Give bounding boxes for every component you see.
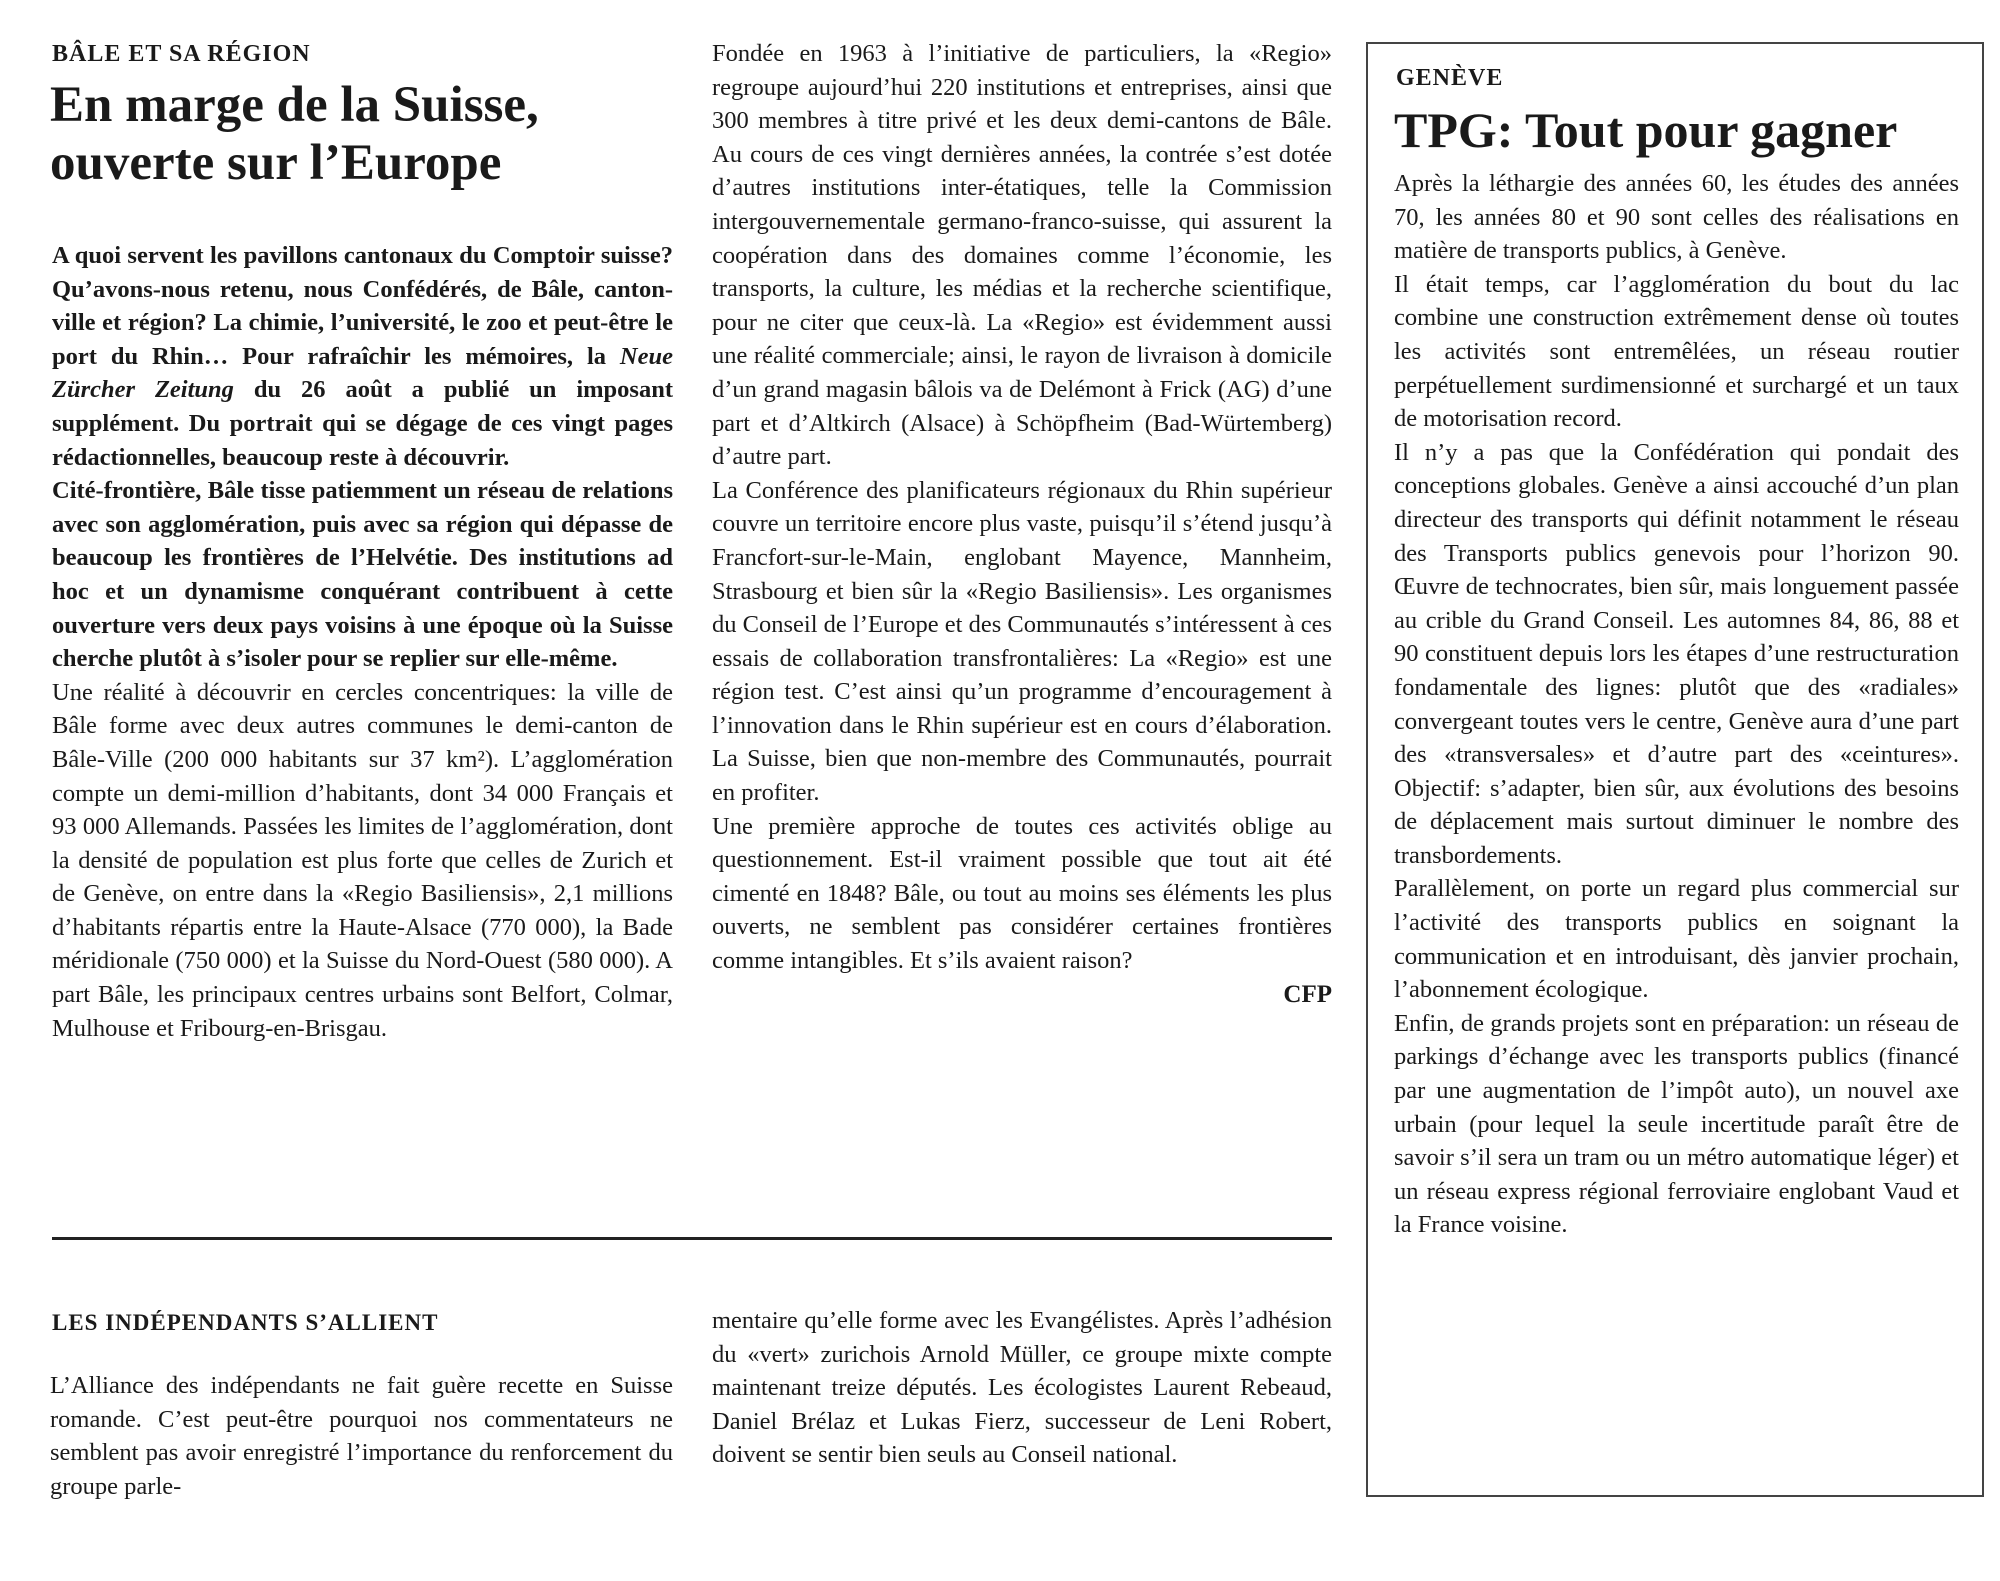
basel-signature: CFP (1283, 980, 1332, 1008)
basel-body-paragraph-1: Une réalité à découvrir en cercles concentriques: la ville de Bâle forme avec deux autres communes le demi-canton de Bâle-Ville (200 000 habitants sur 37 km²). L’agglomération compte un demi-million d’habitants, dont 34 000 Français et 93 000 Allemands. Passées les limites de l’agglomération, dont la densité de population est plus forte que celles de Zurich et de Genève, on entre dans la «Regio Basiliensis», 2,1 millions d’habitants répartis entre la Haute-Alsace (770 000), la Bade méridionale (750 000) et la Suisse du Nord-Ouest (580 000). A part Bâle, les principaux centres urbains sont Belfort, Colmar, Mulhouse et Fribourg-en-Brisgau. (52, 678, 673, 1042)
geneve-paragraph-1: Après la léthargie des années 60, les études des années 70, les années 80 et 90 sont celles des réalisations en matière de transports publics, à Genève. (1394, 170, 1959, 265)
geneve-paragraph-2: Il était temps, car l’agglomération du bout du lac combine une construction extrêmement dense où toutes les activités sont entremêlées, un réseau routier perpétuellement surdimensionné et surchargé et un taux de motorisation record. (1394, 270, 1959, 433)
lead-text-b: du 26 août a publié un imposant supplément. Du portrait qui se dégage de ces vingt pages rédactionnelles, beaucoup reste à découvrir. (52, 376, 673, 471)
basel-body-paragraph-4: Une première approche de toutes ces activités oblige au questionnement. Est-il vraiment possible que tout ait été cimenté en 1848? Bâle, ou tout au moins ses éléments les plus ouverts, ne semblent pas considérer certaines frontières comme intangibles. Et s’ils avaient raison? (712, 812, 1332, 975)
basel-body-paragraph-3: La Conférence des planificateurs régionaux du Rhin supérieur couvre un territoire encore plus vaste, puisqu’il s’étend jusqu’à Francfort-sur-le-Main, englobant Mayence, Mannheim, Strasbourg et bien sûr la «Regio Basiliensis». Les organismes du Conseil de l’Europe et des Communautés s’intéressent à ces essais de collaboration transfrontalières: La «Regio» est une région test. C’est ainsi qu’un programme d’encouragement à l’innovation dans le Rhin supérieur est en cours d’élaboration. La Suisse, bien que non-membre des Communautés, pourrait en profiter. (712, 476, 1332, 807)
basel-headline-line1: En marge de la Suisse, (50, 77, 539, 133)
geneve-headline: TPG: Tout pour gagner (1394, 102, 1898, 158)
basel-column-2 (712, 37, 1332, 1012)
basel-lead-paragraph-2: Cité-frontière, Bâle tisse patiemment un réseau de relations avec son agglomération, puis avec sa région qui dépasse de beaucoup les frontières de l’Helvétie. Des institutions ad hoc et un dynamisme conquérant contribuent à cette ouverture vers deux pays voisins à une époque où la Suisse cherche plutôt à s’isoler pour se replier sur elle-même. (52, 477, 673, 673)
geneve-paragraph-3: Il n’y a pas que la Confédération qui pondait des conceptions globales. Genève a ainsi accouché d’un plan directeur des transports qui définit notamment le réseau des Transports publics genevois pour l’horizon 90. Œuvre de technocrates, bien sûr, mais longuement passée au crible du Grand Conseil. Les automnes 84, 86, 88 et 90 constituent depuis lors les étapes d’une restructuration fondamentale des lignes: plutôt que des «radiales» convergeant toutes vers le centre, Genève aura d’une part des «transversales» et d’autre part des «ceintures». Objectif: s’adapter, bien sûr, aux évolutions des besoins de déplacement mais surtout diminuer le nombre des transbordements. (1394, 438, 1959, 869)
geneve-kicker: GENÈVE (1396, 65, 1504, 91)
lead-text-a: A quoi servent les pavillons cantonaux du Comptoir suisse? Qu’avons-nous retenu, nous Confédérés, de Bâle, canton-ville et région? La chimie, l’université, le zoo et peut-être le port du Rhin… Pour rafraîchir les mémoires, la (52, 242, 673, 370)
basel-headline-line2: ouverte sur l’Europe (50, 135, 502, 191)
independants-paragraph-2: mentaire qu’elle forme avec les Evangélistes. Après l’adhésion du «vert» zurichois Arnold Müller, ce groupe mixte compte maintenant treize députés. Les écologistes Laurent Rebeaud, Daniel Brélaz et Lukas Fierz, successeur de Leni Robert, doivent se sentir bien seuls au Conseil national. (712, 1307, 1332, 1469)
geneve-paragraph-4: Parallèlement, on porte un regard plus commercial sur l’activité des transports publics en soignant la communication et en introduisant, dès janvier prochain, l’abonnement écologique. (1394, 875, 1959, 1004)
independants-column-1 (50, 1369, 673, 1503)
independants-column-2 (712, 1304, 1332, 1472)
section-divider (52, 1237, 1332, 1240)
basel-kicker: BÂLE ET SA RÉGION (52, 41, 311, 67)
basel-column-1 (52, 239, 673, 1045)
independants-kicker: LES INDÉPENDANTS S’ALLIENT (52, 1310, 439, 1335)
basel-lead-paragraph-1 (52, 239, 673, 474)
geneve-paragraph-5: Enfin, de grands projets sont en préparation: un réseau de parkings d’échange avec les transports publics (financé par une augmentation de l’impôt auto), un nouvel axe urbain (pour lequel la seule incertitude paraît être de savoir s’il sera un tram ou un métro automatique léger) et un réseau express régional ferroviaire englobant Vaud et la France voisine. (1394, 1009, 1959, 1239)
independants-paragraph-1: L’Alliance des indépendants ne fait guère recette en Suisse romande. C’est peut-être pourquoi nos commentateurs ne semblent pas avoir enregistré l’importance du renforcement du groupe parle- (50, 1372, 673, 1500)
newspaper-title: Neue Zürcher Zeitung (52, 342, 673, 404)
basel-headline (50, 76, 690, 192)
geneve-column (1394, 167, 1959, 1242)
basel-body-paragraph-2: Fondée en 1963 à l’initiative de particuliers, la «Regio» regroupe aujourd’hui 220 institutions et entreprises, ainsi que 300 membres à titre privé et les deux demi-cantons de Bâle. Au cours de ces vingt dernières années, la contrée s’est dotée d’autres institutions inter-étatiques, telle la Commission intergouvernementale germano-franco-suisse, qui assurent la coopération dans des domaines comme l’économie, les transports, la culture, les médias et la recherche scientifique, pour ne citer que ceux-là. La «Regio» est évidemment aussi une réalité commerciale; ainsi, le rayon de livraison à domicile d’un grand magasin bâlois va de Delémont à Frick (AG) d’une part et d’Altkirch (Alsace) à Schöpfheim (Bad-Würtemberg) d’autre part. (712, 40, 1332, 471)
